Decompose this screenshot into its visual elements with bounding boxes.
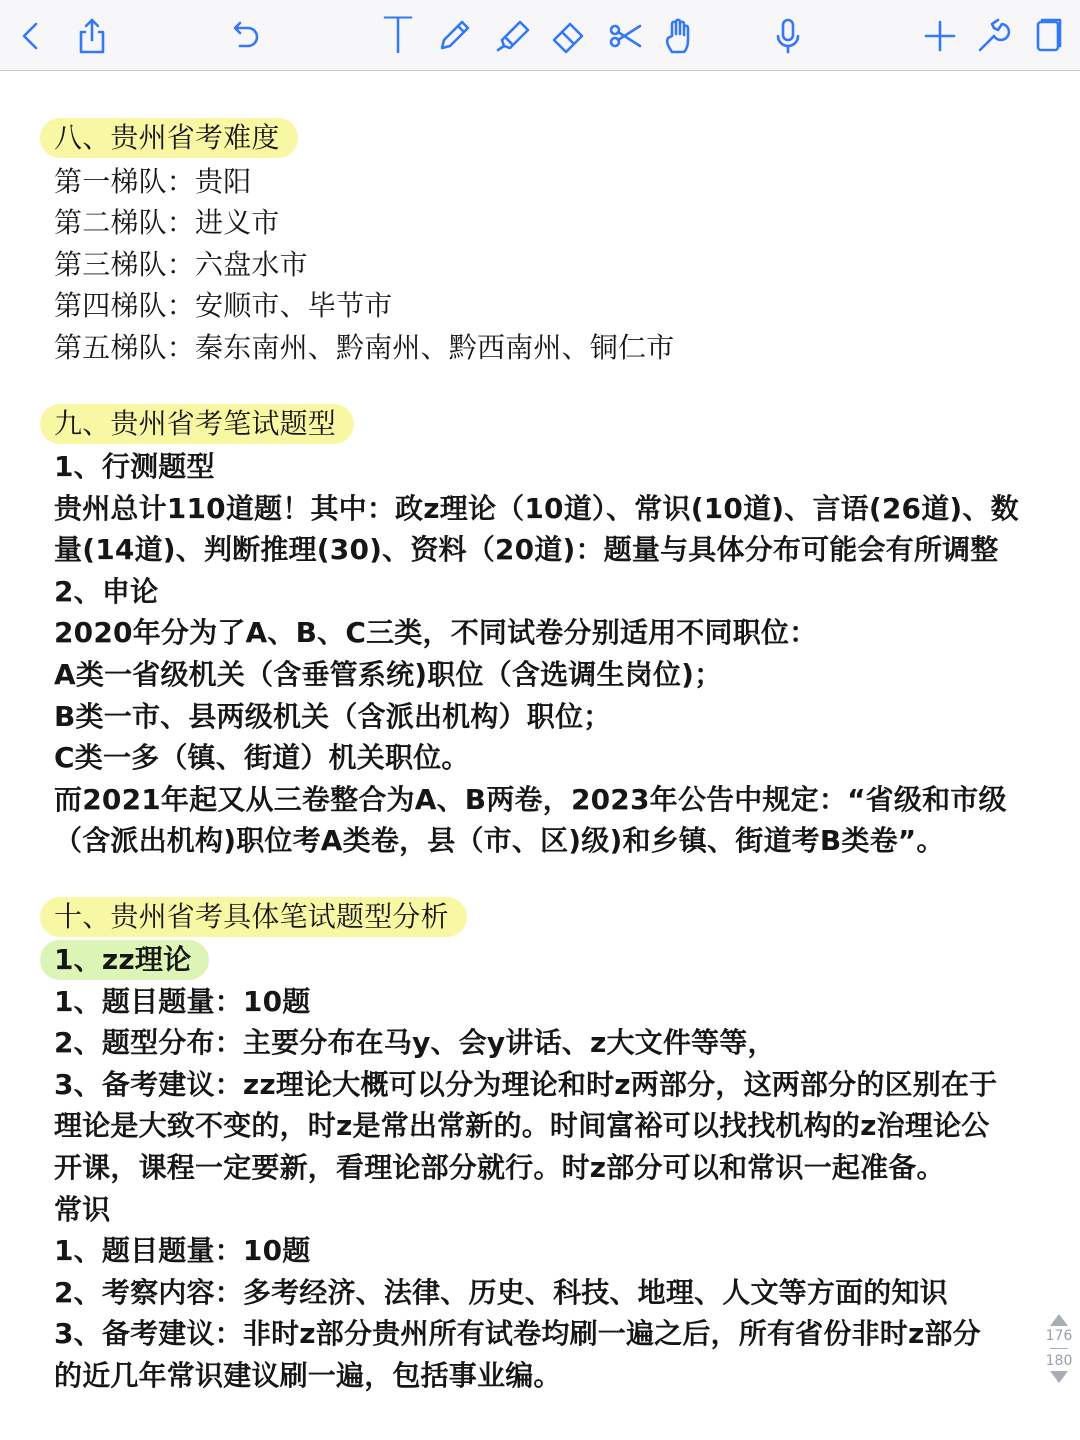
page-indicator [1044, 1310, 1074, 1410]
total-page-number: 180 [1045, 1353, 1073, 1369]
text-line: 1、行测题型 [54, 450, 215, 483]
highlight: 九、贵州省考笔试题型 [40, 404, 354, 444]
text-line: 开课，课程一定要新，看理论部分就行。时z部分可以和常识一起准备。 [54, 1151, 945, 1184]
section-heading-difficulty [54, 118, 298, 158]
text-line: 而2021年起又从三卷整合为A、B两卷，2023年公告中规定：“省级和市级 [54, 783, 1007, 816]
text-line: B类一市、县两级机关（含派出机构）职位； [54, 700, 612, 733]
text-line: 理论是大致不变的，时z是常出常新的。时间富裕可以找找机构的z治理论公 [54, 1109, 990, 1142]
text-line: 的近几年常识建议刷一遍，包括事业编。 [54, 1359, 562, 1392]
text-line: 1、题目题量：10题 [54, 985, 311, 1018]
text-line: （含派出机构)职位考A类卷，县（市、区)级)和乡镇、街道考B类卷”。 [54, 824, 945, 857]
text-line: 常识 [54, 1193, 111, 1226]
text-line: 2、题型分布：主要分布在马y、会y讲话、z大文件等等， [54, 1026, 776, 1059]
highlight: 1、zz理论 [40, 940, 209, 980]
text-line: A类一省级机关（含垂管系统)职位（含选调生岗位)； [54, 658, 723, 691]
text-line: 3、备考建议：非时z部分贵州所有试卷均刷一遍之后，所有省份非时z部分 [54, 1317, 981, 1350]
page-divider [1050, 1348, 1068, 1349]
text-line: 1、题目题量：10题 [54, 1234, 311, 1267]
text-line: 3、备考建议：zz理论大概可以分为理论和时z两部分，这两部分的区别在于 [54, 1068, 998, 1101]
current-page-number: 176 [1045, 1328, 1073, 1344]
text-line: 2020年分为了A、B、C三类，不同试卷分别适用不同职位： [54, 616, 818, 649]
highlight: 八、贵州省考难度 [40, 118, 298, 158]
text-line: 贵州总计110道题！其中：政z理论（10道）、常识(10道)、言语(26道)、数 [54, 492, 1019, 525]
text-line: 2、考察内容：多考经济、法律、历史、科技、地理、人文等方面的知识 [54, 1276, 948, 1309]
section-heading-exam-types [54, 404, 354, 444]
next-page-icon[interactable] [1050, 1371, 1068, 1383]
text-line: 第二梯队：进义市 [54, 206, 280, 239]
highlight: 十、贵州省考具体笔试题型分析 [40, 897, 467, 937]
subsection-heading-politics [54, 940, 209, 980]
text-line: C类一多（镇、街道）机关职位。 [54, 741, 470, 774]
text-line: 第五梯队：秦东南州、黔南州、黔西南州、铜仁市 [54, 331, 675, 364]
previous-page-icon[interactable] [1050, 1314, 1068, 1326]
text-line: 2、申论 [54, 575, 159, 608]
text-tool-icon: T [382, 7, 414, 65]
text-line: 量(14道)、判断推理(30)、资料（20道)：题量与具体分布可能会有所调整 [54, 533, 999, 566]
text-line: 第三梯队：六盘水市 [54, 248, 308, 281]
text-line: 第一梯队：贵阳 [54, 165, 252, 198]
section-heading-exam-analysis [54, 897, 467, 937]
text-line: 第四梯队：安顺市、毕节市 [54, 289, 393, 322]
